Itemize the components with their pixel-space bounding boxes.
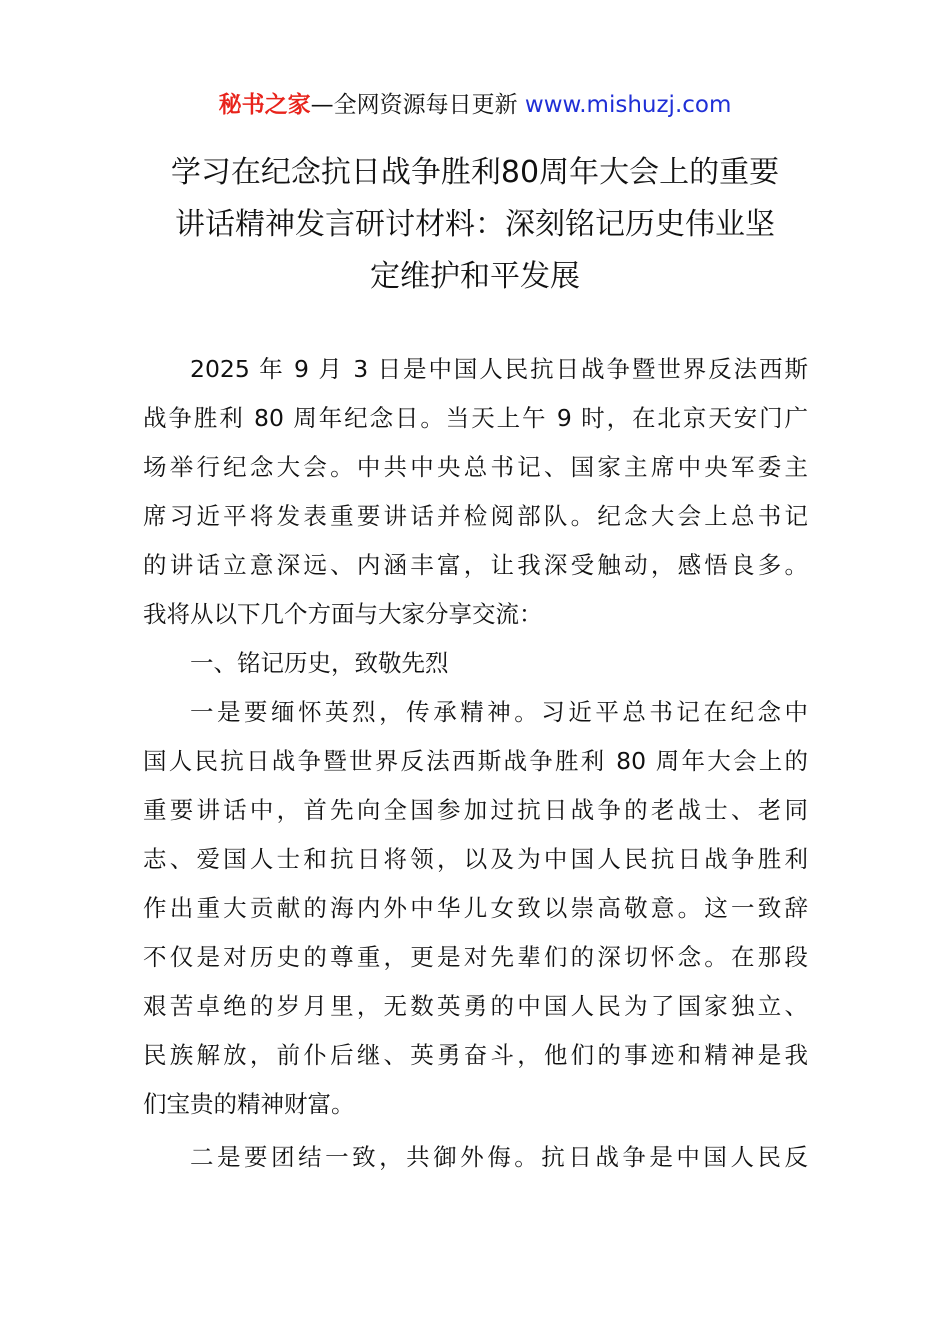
text-line: 作出重大贡献的海内外中华儿女致以崇高敬意。这一致辞 xyxy=(143,894,808,922)
text-line: 们宝贵的精神财富。 xyxy=(143,1090,355,1118)
paragraph-intro xyxy=(143,345,808,639)
document-body xyxy=(143,345,808,1182)
text-line: 一是要缅怀英烈，传承精神。习近平总书记在纪念中 xyxy=(190,698,808,726)
text-line: 国人民抗日战争暨世界反法西斯战争胜利 80 周年大会上的 xyxy=(143,747,808,775)
text-line: 2025 年 9 月 3 日是中国人民抗日战争暨世界反法西斯 xyxy=(190,355,808,383)
text-line: 志、爱国人士和抗日将领，以及为中国人民抗日战争胜利 xyxy=(143,845,808,873)
text-line: 场举行纪念大会。中共中央总书记、国家主席中央军委主 xyxy=(143,453,808,481)
header-tagline: —全网资源每日更新 xyxy=(310,92,525,118)
text-line: 民族解放，前仆后继、英勇奋斗，他们的事迹和精神是我 xyxy=(143,1041,808,1069)
title-line: 讲话精神发言研讨材料：深刻铭记历史伟业坚 xyxy=(175,207,775,242)
text-line: 艰苦卓绝的岁月里，无数英勇的中国人民为了国家独立、 xyxy=(143,992,808,1020)
text-line: 席习近平将发表重要讲话并检阅部队。纪念大会上总书记 xyxy=(143,502,808,530)
title-line: 定维护和平发展 xyxy=(370,259,580,294)
brand-name: 秘书之家 xyxy=(218,92,311,118)
section-heading xyxy=(143,639,808,688)
text-line: 的讲话立意深远、内涵丰富，让我深受触动，感悟良多。 xyxy=(143,551,808,579)
paragraph-point-two xyxy=(143,1133,808,1182)
text-line: 不仅是对历史的尊重，更是对先辈们的深切怀念。在那段 xyxy=(143,943,808,971)
text-line: 战争胜利 80 周年纪念日。当天上午 9 时，在北京天安门广 xyxy=(143,404,808,432)
text-line: 二是要团结一致，共御外侮。抗日战争是中国人民反 xyxy=(190,1143,808,1171)
heading-text: 一、铭记历史，致敬先烈 xyxy=(190,649,449,677)
title-line: 学习在纪念抗日战争胜利80周年大会上的重要 xyxy=(170,155,780,190)
site-url-link[interactable]: www.mishuzj.com xyxy=(524,92,732,118)
text-line: 我将从以下几个方面与大家分享交流： xyxy=(143,600,543,628)
paragraph-point-one xyxy=(143,688,808,1129)
site-header xyxy=(0,88,950,122)
document-title xyxy=(120,147,830,303)
text-line: 重要讲话中，首先向全国参加过抗日战争的老战士、老同 xyxy=(143,796,808,824)
